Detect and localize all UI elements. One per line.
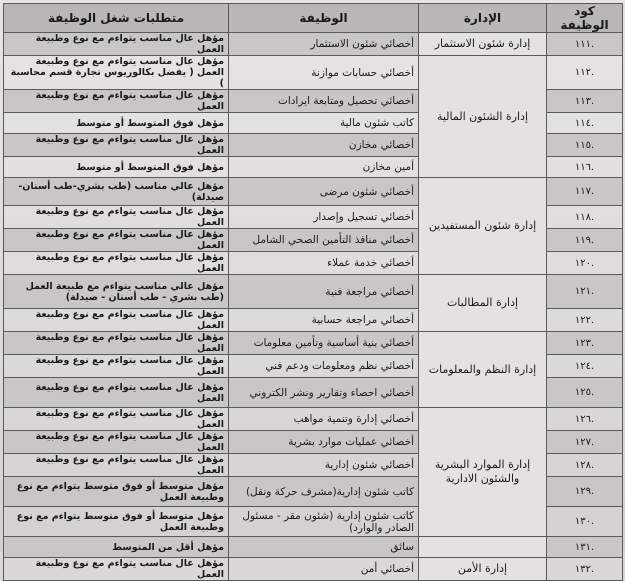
table-row [4,537,623,558]
header-code: كود الوظيفة [547,4,623,33]
job-requirements: مؤهل عالي مناسب (طب بشري-طب أسنان- صيدلة) [4,178,229,206]
job-title: أخصائي شئون إدارية [229,454,419,477]
job-code: .١٢٠ [547,252,623,275]
job-code: .١٢٦ [547,408,623,431]
department-cell: إدارة شئون الاستثمار [419,33,547,56]
job-requirements: مؤهل أقل من المتوسط [4,537,229,558]
job-code: .١١١ [547,33,623,56]
job-title: أخصائي احصاء وتقارير ونشر الكتروني [229,378,419,408]
job-title: أمين مخازن [229,157,419,178]
job-requirements: مؤهل عال مناسب يتواءم مع نوع وطبيعة العمل [4,309,229,332]
job-title: أخصائي أمن [229,558,419,581]
job-code: .١١٩ [547,229,623,252]
job-code: .١٢٢ [547,309,623,332]
department-cell: إدارة الأمن [419,558,547,581]
job-title: كاتب شئون إدارية(مشرف حركة ونقل) [229,477,419,507]
department-cell: إدارة الموارد البشرية والشئون الادارية [419,408,547,537]
header-row [4,4,623,33]
header-job: الوظيفة [229,4,419,33]
job-requirements: مؤهل عال مناسب يتواءم مع نوع وطبيعة العمل [4,454,229,477]
job-requirements: مؤهل عال مناسب يتواءم مع نوع وطبيعة العمل [4,229,229,252]
department-cell: إدارة شئون المستفيدين [419,178,547,275]
job-requirements: مؤهل عال مناسب يتواءم مع نوع وطبيعة العمل [4,378,229,408]
job-title: أخصائي مراجعة حسابية [229,309,419,332]
job-code: .١٢٤ [547,355,623,378]
job-code: .١٢٧ [547,431,623,454]
job-code: .١١٨ [547,206,623,229]
job-requirements: مؤهل فوق المتوسط أو متوسط [4,113,229,134]
job-code: .١١٣ [547,90,623,113]
department-cell: إدارة الشئون المالية [419,56,547,178]
job-title: كاتب شئون مالية [229,113,419,134]
job-title: أخصائي تحصيل ومتابعة ايرادات [229,90,419,113]
job-code: .١٢٩ [547,477,623,507]
job-code: .١٢١ [547,275,623,309]
job-title: أخصائي خدمة عملاء [229,252,419,275]
job-requirements: مؤهل عالي مناسب يتواءم مع طبيعة العمل (طب بشري - طب أسنان - صيدلة) [4,275,229,309]
job-title: كاتب شئون إدارية (شئون مقر - مسئول الصادر والوارد) [229,507,419,537]
job-code: .١١٧ [547,178,623,206]
job-code: .١٢٥ [547,378,623,408]
job-title: أخصائي مراجعة فنية [229,275,419,309]
header-department: الإدارة [419,4,547,33]
job-title: أخصائي منافذ التأمين الصحي الشامل [229,229,419,252]
job-requirements: مؤهل عال مناسب يتواءم مع نوع وطبيعة العمل [4,355,229,378]
job-requirements: مؤهل فوق المتوسط أو متوسط [4,157,229,178]
job-title: سائق [229,537,419,558]
table-row [4,558,623,581]
job-code: .١١٤ [547,113,623,134]
job-requirements: مؤهل عال مناسب يتواءم مع نوع وطبيعة العمل [4,206,229,229]
table-row [4,178,623,206]
jobs-table [3,3,623,581]
job-requirements: مؤهل عال مناسب يتواءم مع نوع وطبيعة العمل [4,431,229,454]
job-code: .١١٥ [547,134,623,157]
job-requirements: مؤهل عال مناسب يتواءم مع نوع وطبيعة العمل ( يفضل بكالوريوس تجارة قسم محاسبة ) [4,56,229,90]
department-cell [419,537,547,558]
table-row [4,56,623,90]
job-code: .١٣١ [547,537,623,558]
job-code: .١٣٢ [547,558,623,581]
job-title: أخصائي مخازن [229,134,419,157]
job-title: أخصائي حسابات موازنة [229,56,419,90]
job-title: أخصائي نظم ومعلومات ودعم فني [229,355,419,378]
department-cell: إدارة النظم والمعلومات [419,332,547,408]
job-requirements: مؤهل عال مناسب يتواءم مع نوع وطبيعة العمل [4,408,229,431]
job-requirements: مؤهل عال مناسب يتواءم مع نوع وطبيعة العمل [4,33,229,56]
job-title: أخصائي عمليات موارد بشرية [229,431,419,454]
job-requirements: مؤهل عال مناسب يتواءم مع نوع وطبيعة العمل [4,558,229,581]
job-requirements: مؤهل عال مناسب يتواءم مع نوع وطبيعة العمل [4,134,229,157]
job-code: .١٣٠ [547,507,623,537]
job-title: أخصائي شئون الاستثمار [229,33,419,56]
job-code: .١٢٨ [547,454,623,477]
job-requirements: مؤهل متوسط أو فوق متوسط يتواءم مع نوع وطبيعة العمل [4,507,229,537]
job-title: أخصائي تسجيل وإصدار [229,206,419,229]
job-code: .١٢٣ [547,332,623,355]
department-cell: إدارة المطالبات [419,275,547,332]
job-requirements: مؤهل عال مناسب يتواءم مع نوع وطبيعة العمل [4,90,229,113]
job-title: أخصائي شئون مرضى [229,178,419,206]
table-row [4,408,623,431]
job-requirements: مؤهل متوسط أو فوق متوسط يتواءم مع نوع وطبيعة العمل [4,477,229,507]
job-requirements: مؤهل عال مناسب يتواءم مع نوع وطبيعة العمل [4,332,229,355]
table-row [4,332,623,355]
job-requirements: مؤهل عال مناسب يتواءم مع نوع وطبيعة العمل [4,252,229,275]
table-row [4,275,623,309]
job-code: .١١٦ [547,157,623,178]
job-title: أخصائي إدارة وتنمية مواهب [229,408,419,431]
table-row [4,33,623,56]
header-requirements: متطلبات شغل الوظيفة [4,4,229,33]
job-title: أخصائي بنية أساسية وتأمين معلومات [229,332,419,355]
job-code: .١١٢ [547,56,623,90]
